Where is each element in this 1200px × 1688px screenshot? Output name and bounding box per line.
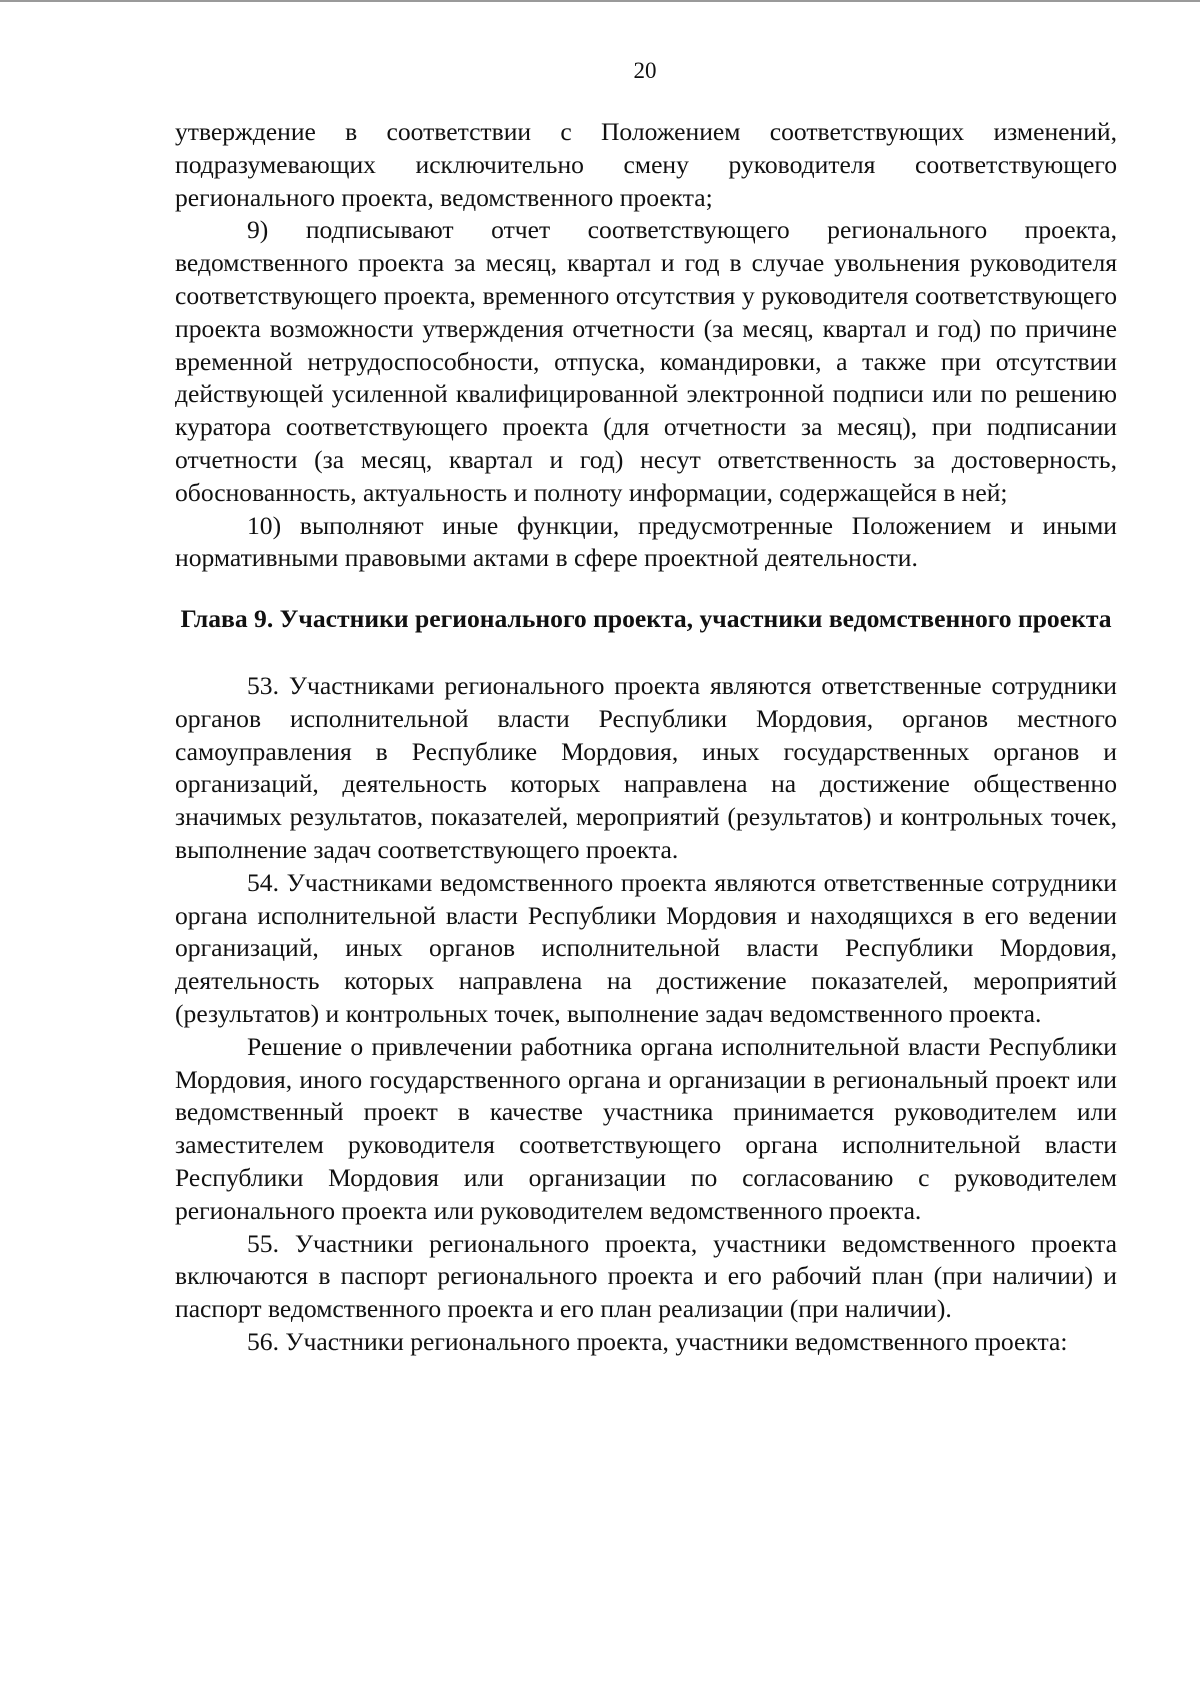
paragraph-item-10: 10) выполняют иные функции, предусмотренные Положением и иными нормативными правовыми актами в сфере проектной деятельности. bbox=[175, 510, 1117, 573]
paragraph-55: 55. Участники регионального проекта, участники ведомственного проекта включаются в паспорт регионального проекта и его рабочий план (при наличии) и паспорт ведомственного проекта и его план реализации (при наличии). bbox=[175, 1228, 1117, 1324]
paragraph-item-9: 9) подписывают отчет соответствующего регионального проекта, ведомственного проекта за месяц, квартал и год в случае увольнения руководителя соответствующего проекта, временного отсутствия у руководителя соответствующего проекта возможности утверждения отчетности (за месяц, квартал и год) по причине временной нетрудоспособности, отпуска, командировки, а также при отсутствии действующей усиленной квалифицированной электронной подписи или по решению куратора соответствующего проекта (для отчетности за месяц), при подписании отчетности (за месяц, квартал и год) несут ответственность за достоверность, обоснованность, актуальность и полноту информации, содержащейся в ней; bbox=[175, 215, 1117, 507]
chapter-heading: Глава 9. Участники регионального проекта, участники ведомственного проекта bbox=[180, 604, 1112, 634]
paragraph-53: 53. Участниками регионального проекта являются ответственные сотрудники органов исполнительной власти Республики Мордовия, органов местного самоуправления в Республике Мордовия, иных государственных органов и организаций, деятельность которых направлена на достижение общественно значимых результатов, показателей, мероприятий (результатов) и контрольных точек, выполнение задач соответствующего проекта. bbox=[175, 670, 1117, 864]
paragraph-continuation: утверждение в соответствии с Положением соответствующих изменений, подразумевающих исключительно смену руководителя соответствующего регионального проекта, ведомственного проекта; bbox=[175, 117, 1117, 212]
paragraph-56: 56. Участники регионального проекта, участники ведомственного проекта: bbox=[247, 1326, 1068, 1356]
document-body bbox=[175, 116, 1117, 1359]
paragraph-decision: Решение о привлечении работника органа исполнительной власти Республики Мордовия, иного государственного органа и организации в региональный проект или ведомственный проект в качестве участника принимается руководителем или заместителем руководителя соответствующего органа исполнительной власти Республики Мордовия или организации по согласованию с руководителем регионального проекта или руководителем ведомственного проекта. bbox=[175, 1031, 1117, 1225]
page-number: 20 bbox=[633, 58, 657, 83]
paragraph-54: 54. Участниками ведомственного проекта являются ответственные сотрудники органа исполнительной власти Республики Мордовия и находящихся в его ведении организаций, иных органов исполнительной власти Республики Мордовия, деятельность которых направлена на достижение показателей, мероприятий (результатов) и контрольных точек, выполнение задач ведомственного проекта. bbox=[175, 867, 1117, 1028]
